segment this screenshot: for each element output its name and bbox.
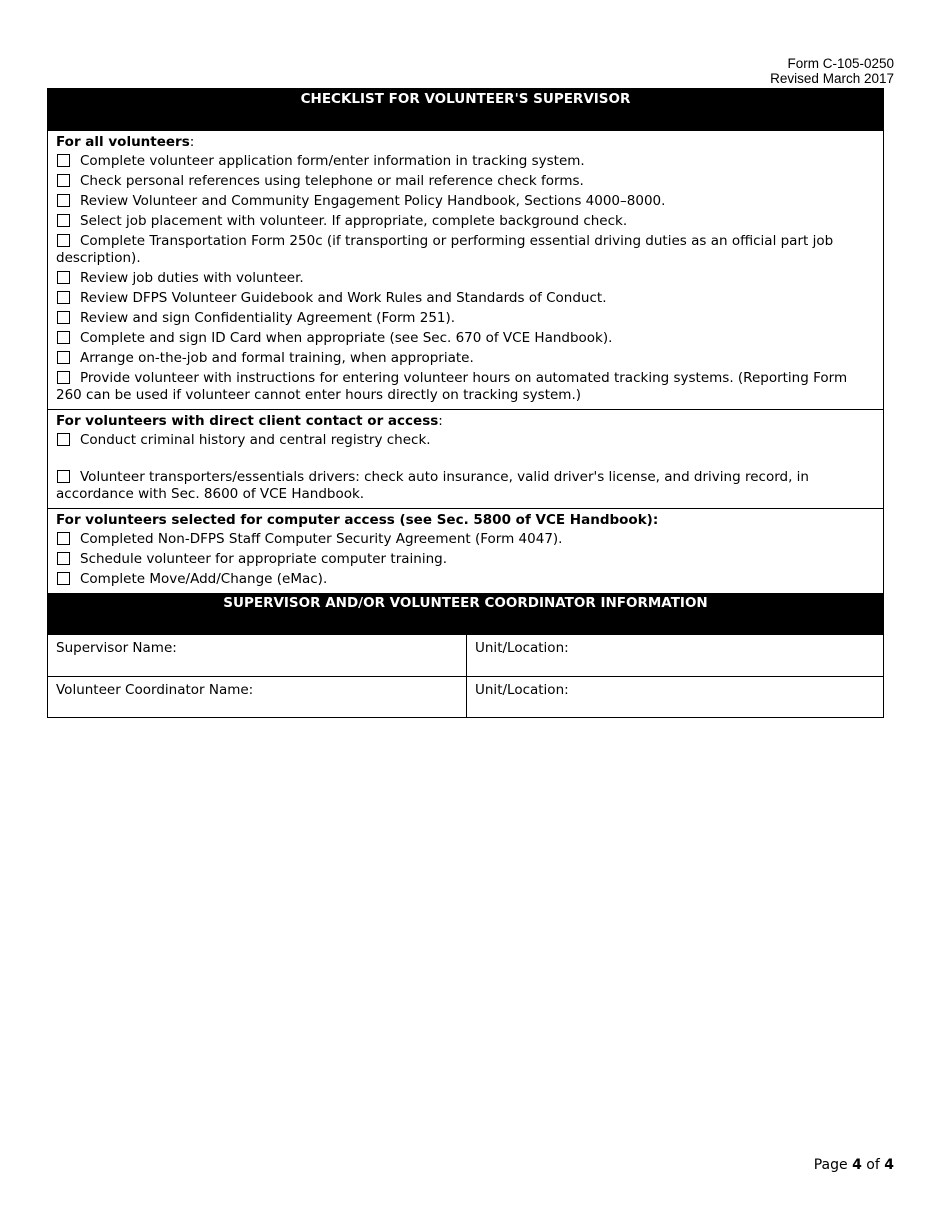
checkbox[interactable] [57,552,70,565]
checklist-item: Volunteer transporters/essentials drivers: check auto insurance, valid driver's license, and driving record, in accordance with Sec. 8600 of VCE Handbook. [56,469,809,502]
checkbox[interactable] [57,331,70,344]
checklist-form [47,88,884,718]
checklist-item: Review DFPS Volunteer Guidebook and Work Rules and Standards of Conduct. [56,290,875,307]
checklist-item: Provide volunteer with instructions for entering volunteer hours on automated tracking systems. (Reporting Form 260 can be used if volunteer cannot enter hours directly on tracking system.) [56,370,848,403]
checkbox[interactable] [57,572,70,585]
form-number: Form C-105-0250 [787,56,894,71]
supervisor-unit-field[interactable]: Unit/Location: [475,640,569,656]
checklist-item: Conduct criminal history and central registry check. [56,432,875,449]
checklist-item: Review Volunteer and Community Engagement Policy Handbook, Sections 4000–8000. [56,193,875,210]
supervisor-row [48,635,883,676]
checkbox[interactable] [57,194,70,207]
checklist-title: CHECKLIST FOR VOLUNTEER'S SUPERVISOR [48,89,883,131]
checklist-item: Complete and sign ID Card when appropriate (see Sec. 670 of VCE Handbook). [56,330,875,347]
checkbox[interactable] [57,271,70,284]
checkbox[interactable] [57,351,70,364]
coordinator-info-table [48,635,883,717]
checklist-item: Select job placement with volunteer. If appropriate, complete background check. [56,213,875,230]
checklist-item: Completed Non-DFPS Staff Computer Security Agreement (Form 4047). [56,531,875,548]
checklist-item: Complete Move/Add/Change (eMac). [56,571,875,588]
checklist-item: Review and sign Confidentiality Agreement (Form 251). [56,310,875,327]
checkbox[interactable] [57,311,70,324]
section-all-volunteers [48,131,883,410]
checklist-item: Review job duties with volunteer. [56,270,875,287]
section-heading: For volunteers selected for computer access (see Sec. 5800 of VCE Handbook): [56,512,659,528]
checklist-item: Arrange on-the-job and formal training, when appropriate. [56,350,875,367]
coordinator-info-title: SUPERVISOR AND/OR VOLUNTEER COORDINATOR INFORMATION [48,593,883,635]
section-heading: For all volunteers: [56,134,195,150]
checkbox[interactable] [57,371,70,384]
form-id-block [770,56,894,86]
checklist-item: Complete volunteer application form/enter information in tracking system. [56,153,875,170]
checklist-item: Complete Transportation Form 250c (if transporting or performing essential driving duties as an official part job description). [56,233,834,266]
coordinator-unit-field[interactable]: Unit/Location: [475,682,569,698]
checkbox[interactable] [57,291,70,304]
checkbox[interactable] [57,154,70,167]
section-computer-access [48,509,883,593]
checklist-item: Check personal references using telephone or mail reference check forms. [56,173,875,190]
checkbox[interactable] [57,433,70,446]
form-revised-date: Revised March 2017 [770,71,894,86]
checklist-item: Schedule volunteer for appropriate computer training. [56,551,875,568]
checkbox[interactable] [57,174,70,187]
checkbox[interactable] [57,470,70,483]
coordinator-name-field[interactable]: Volunteer Coordinator Name: [48,677,467,717]
coordinator-row [48,676,883,717]
supervisor-name-field[interactable]: Supervisor Name: [48,635,467,676]
checkbox[interactable] [57,532,70,545]
page-number: Page 4 of 4 [813,1157,894,1173]
section-heading: For volunteers with direct client contact or access: [56,413,443,429]
checkbox[interactable] [57,214,70,227]
section-direct-client-contact [48,410,883,509]
checkbox[interactable] [57,234,70,247]
